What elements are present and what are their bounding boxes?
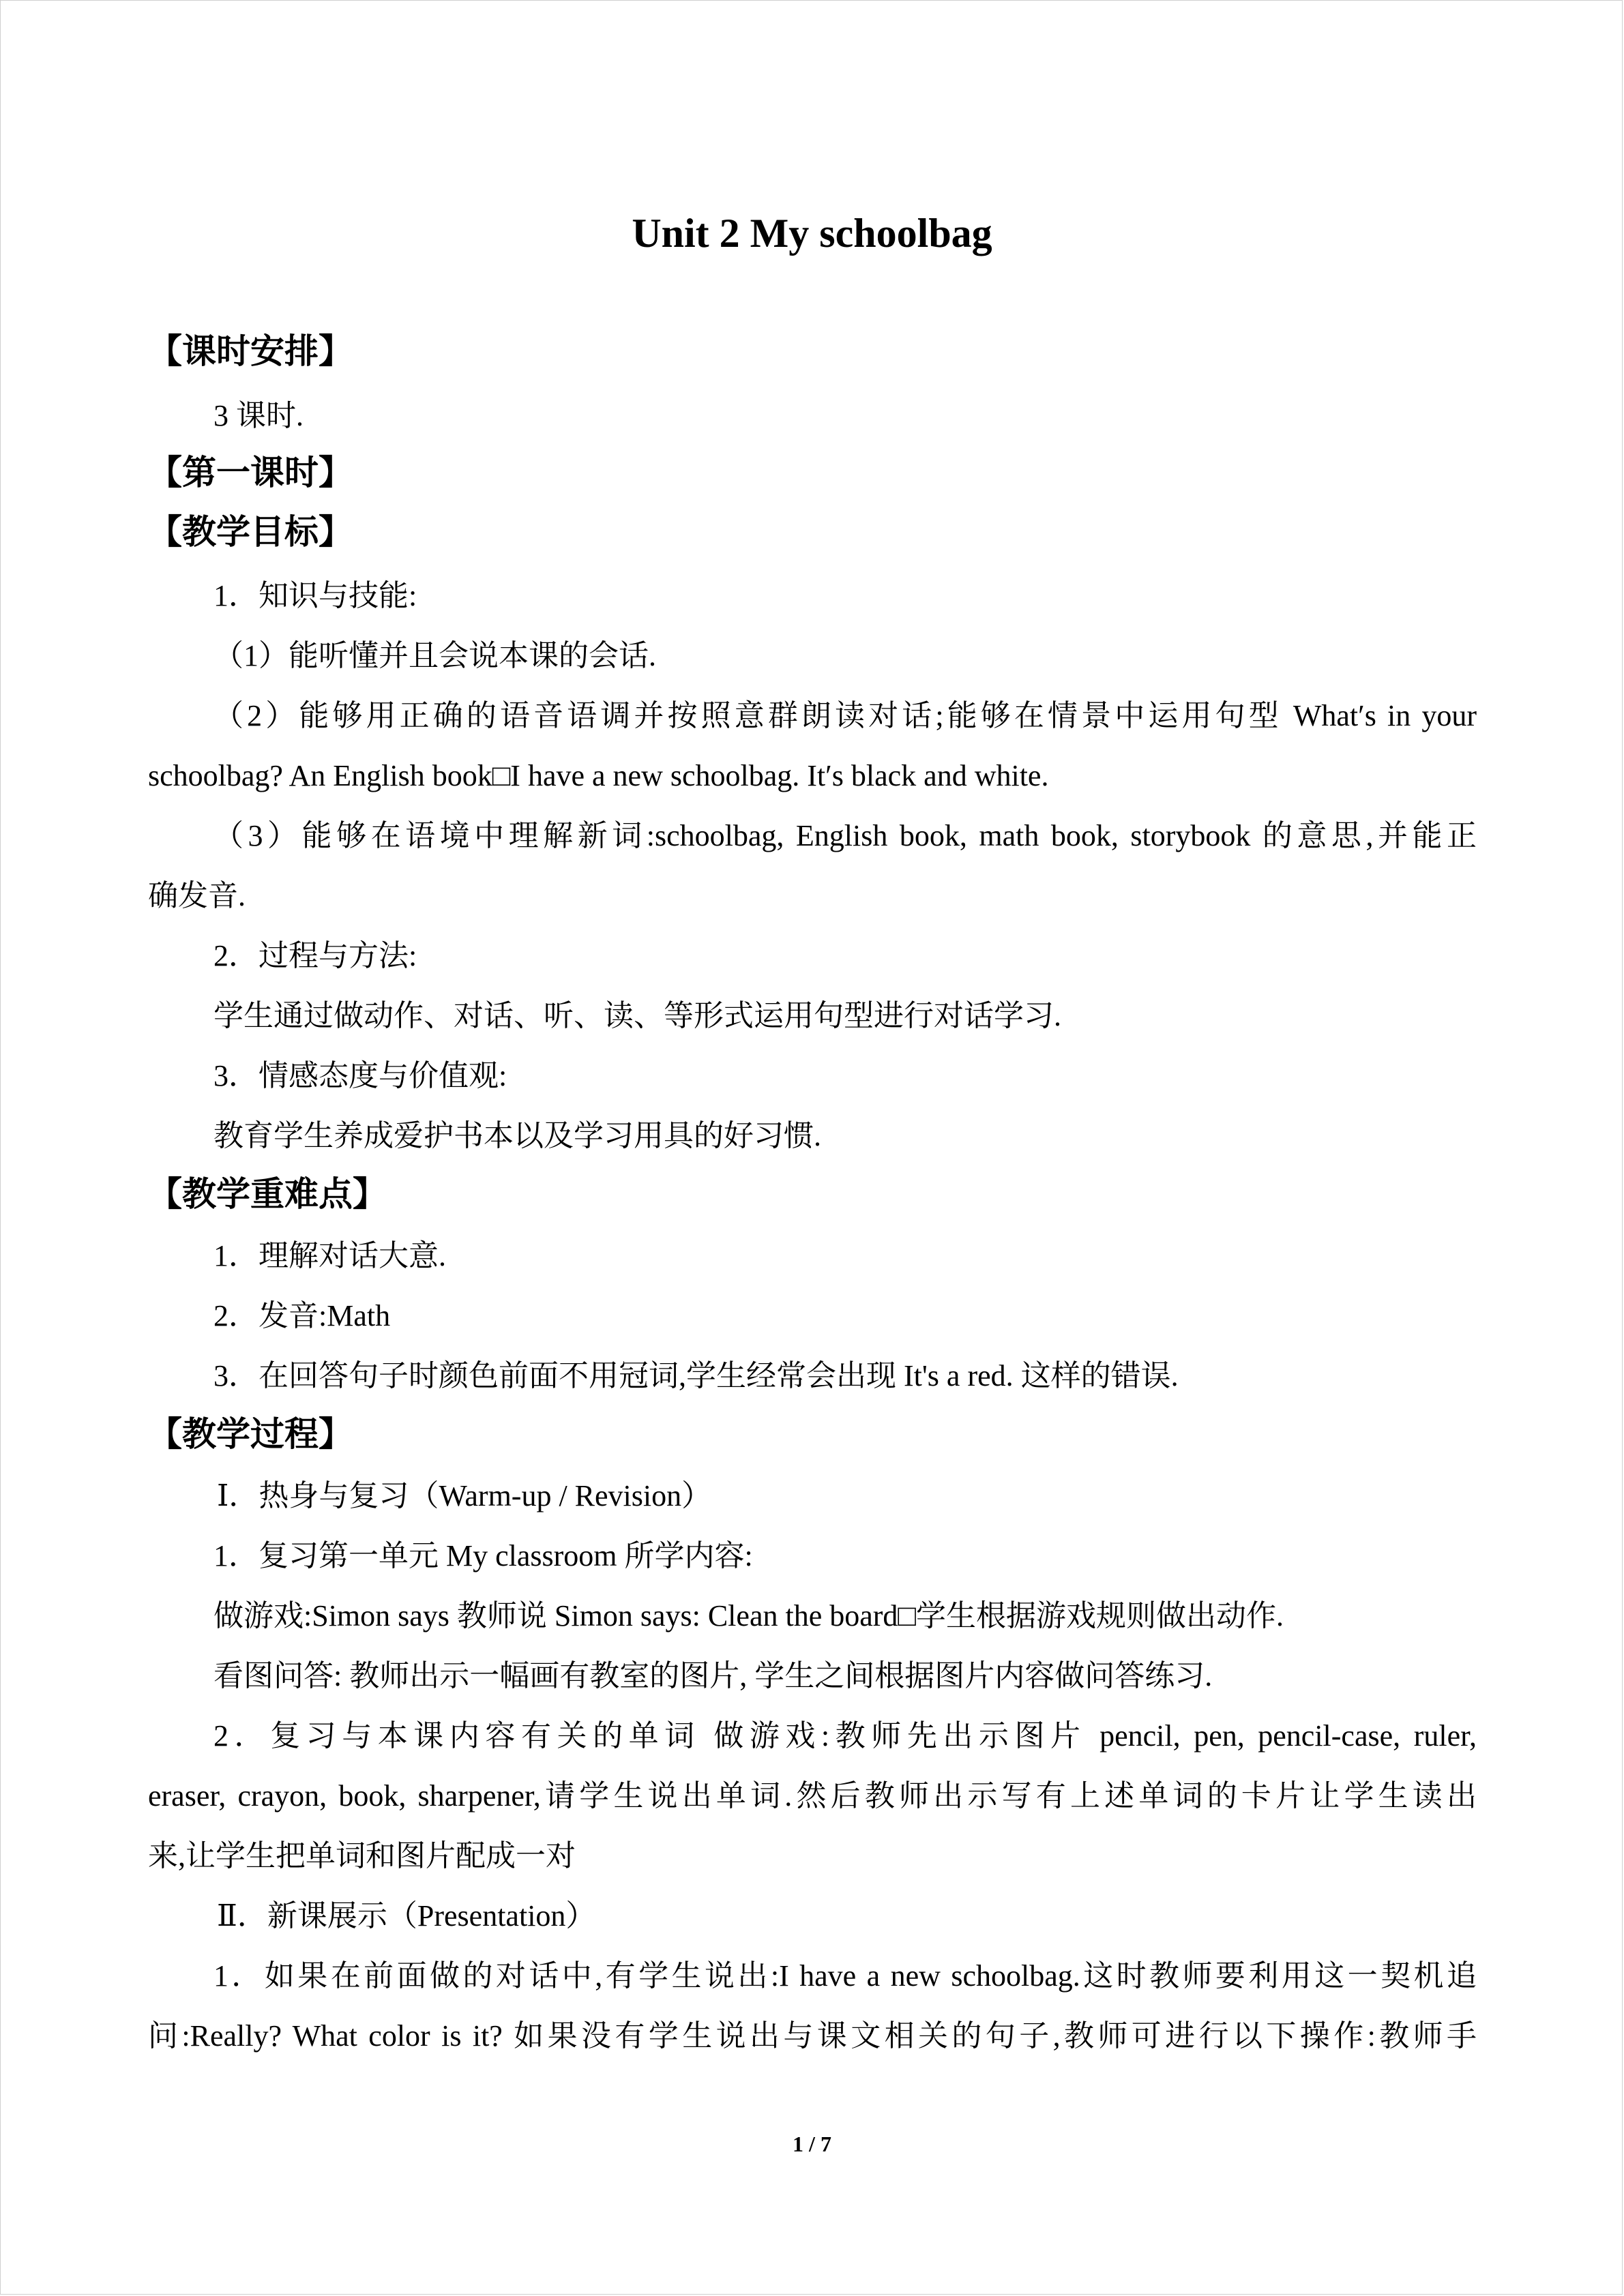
text-line: 来,让学生把单词和图片配成一对: [148, 1839, 576, 1873]
text-line: 学生通过做动作、对话、听、读、等形式运用句型进行对话学习.: [213, 999, 1061, 1032]
text-line: 1．复习第一单元 My classroom 所学内容:: [213, 1539, 753, 1572]
text-line: eraser, crayon, book, sharpener,请学生说出单词.然后教师出示写有上述单词的卡片让学生读出: [148, 1779, 1477, 1813]
document-title: Unit 2 My schoolbag: [632, 211, 992, 256]
text-line: schoolbag? An English book□I have a new schoolbag. It′s black and white.: [148, 759, 1049, 792]
text-line: 问:Really? What color is it? 如果没有学生说出与课文相关的句子,教师可进行以下操作:教师手: [148, 2019, 1477, 2053]
section-heading: Ⅱ．新课展示（Presentation）: [217, 1899, 596, 1933]
heading-first-lesson: 【第一课时】: [148, 453, 353, 492]
text-line: 1．如果在前面做的对话中,有学生说出:I have a new schoolbag.这时教师要利用这一契机追: [213, 1959, 1477, 1993]
heading-process: 【教学过程】: [148, 1414, 353, 1454]
text-line: 1．知识与技能:: [213, 579, 417, 612]
heading-schedule: 【课时安排】: [148, 331, 353, 371]
text-line: 确发音.: [148, 879, 246, 912]
text-line: （1）能听懂并且会说本课的会话.: [213, 639, 656, 672]
heading-objectives: 【教学目标】: [148, 512, 353, 552]
heading-key-points: 【教学重难点】: [148, 1174, 387, 1214]
text-line: 2．过程与方法:: [213, 939, 417, 972]
page-number: 1 / 7: [793, 2132, 831, 2156]
text-line: 看图问答: 教师出示一幅画有教室的图片, 学生之间根据图片内容做问答练习.: [213, 1659, 1213, 1693]
text-line: 3 课时.: [213, 399, 304, 432]
text-line: （2）能够用正确的语音语调并按照意群朗读对话;能够在情景中运用句型 What′s in your: [213, 699, 1477, 732]
text-line: 1．理解对话大意.: [213, 1239, 446, 1272]
section-heading: Ⅰ．热身与复习（Warm-up / Revision）: [217, 1479, 712, 1512]
text-line: （3）能够在语境中理解新词:schoolbag, English book, math book, storybook 的意思,并能正: [213, 819, 1477, 852]
text-line: 2．复习与本课内容有关的单词 做游戏:教师先出示图片 pencil, pen, pencil-case, ruler,: [213, 1719, 1477, 1753]
text-line: 做游戏:Simon says 教师说 Simon says: Clean the board□学生根据游戏规则做出动作.: [213, 1599, 1284, 1632]
text-line: 2．发音:Math: [213, 1299, 391, 1332]
text-line: 3．在回答句子时颜色前面不用冠词,学生经常会出现 It's a red. 这样的错误.: [213, 1359, 1179, 1392]
text-line: 3．情感态度与价值观:: [213, 1059, 507, 1092]
text-line: 教育学生养成爱护书本以及学习用具的好习惯.: [213, 1119, 821, 1152]
